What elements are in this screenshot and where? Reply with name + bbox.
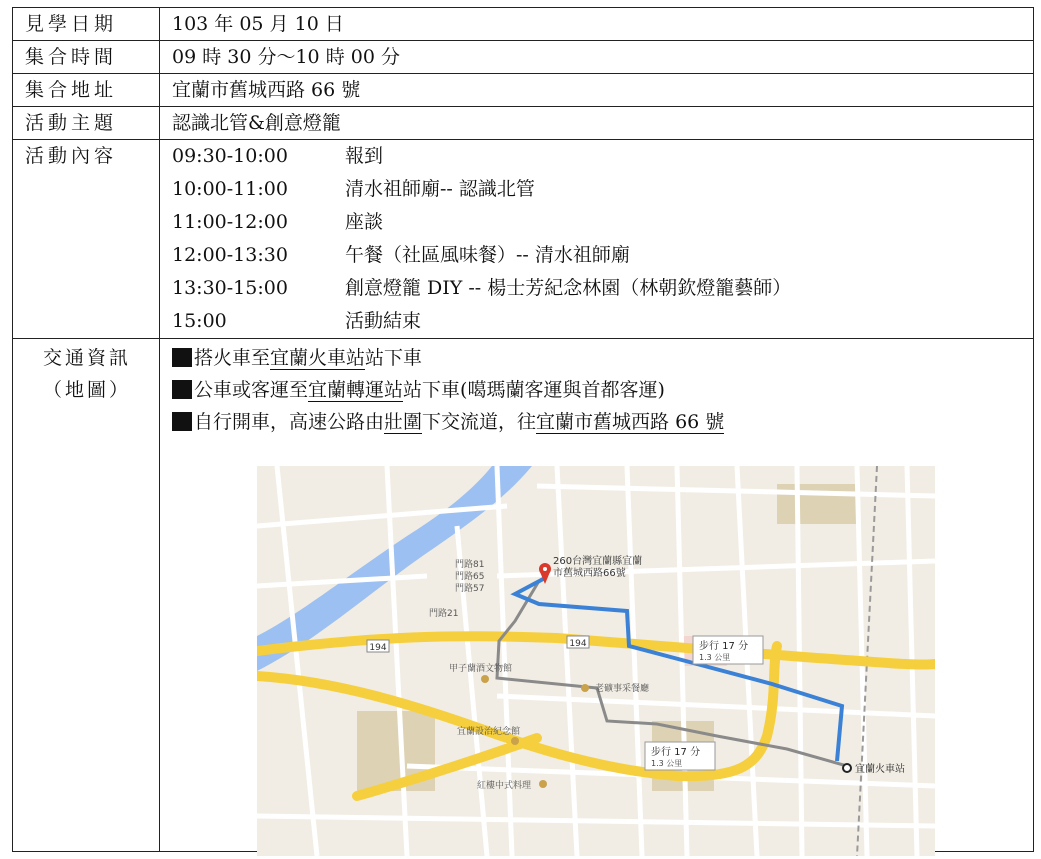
poi-label: 甲子蘭酒文物館: [449, 664, 513, 674]
destination-label: 市舊城西路66號: [553, 568, 626, 579]
schedule-time: 13:30-15:00: [172, 277, 288, 299]
place-row: [13, 74, 1034, 107]
transport-label-line1: 交通資訊: [42, 347, 131, 369]
highway-label: 194: [569, 639, 587, 649]
schedule-item: [172, 206, 1023, 239]
road-label: 門路65: [455, 572, 485, 582]
schedule-item: [172, 305, 1023, 338]
schedule-time: 15:00: [172, 310, 227, 332]
station-label: 宜蘭火車站: [855, 764, 905, 775]
time-row: [13, 41, 1034, 74]
svg-text:1.3 公里: 1.3 公里: [699, 653, 731, 662]
train-station-link: 宜蘭火車站: [270, 347, 366, 369]
schedule-item: [172, 272, 1023, 305]
poi-label: 紅樓中式料理: [477, 781, 532, 791]
schedule-time: 12:00-13:30: [172, 244, 288, 266]
schedule-time: 10:00-11:00: [172, 178, 288, 200]
station-marker-icon: [843, 764, 851, 772]
highway-label: 194: [369, 643, 387, 653]
svg-text:步行 17 分: 步行 17 分: [651, 747, 701, 758]
walk-info-box: [693, 636, 763, 664]
schedule-item: [172, 140, 1023, 173]
date-row: [13, 8, 1034, 41]
theme-value: 認識北管&創意燈籠: [160, 107, 1034, 140]
road-label: 門路21: [429, 609, 459, 619]
svg-text:1.3 公里: 1.3 公里: [651, 759, 683, 768]
schedule-desc: 活動結束: [345, 310, 422, 332]
content-label: 活動內容: [13, 140, 160, 339]
destination-address: 宜蘭市舊城西路 66 號: [536, 411, 725, 433]
bullet-square-icon: [172, 380, 192, 399]
theme-label: 活動主題: [13, 107, 160, 140]
route-map: [257, 466, 935, 856]
schedule-desc: 午餐（社區風味餐）-- 清水祖師廟: [345, 244, 630, 266]
exit-name: 壯圍: [384, 411, 423, 433]
walk-info-box: [645, 742, 715, 770]
road-label: 門路57: [455, 584, 485, 594]
schedule-list: [160, 140, 1034, 339]
schedule-desc: 創意燈籠 DIY -- 楊士芳紀念林園（林朝欽燈籠藝師）: [345, 277, 792, 299]
time-label: 集合時間: [13, 41, 160, 74]
bullet-square-icon: [172, 412, 192, 431]
schedule-desc: 報到: [345, 145, 384, 167]
bullet-square-icon: [172, 348, 192, 367]
svg-text:步行 17 分: 步行 17 分: [699, 641, 749, 652]
schedule-desc: 座談: [345, 211, 384, 233]
transport-car: 自行開車，高速公路由壯圍下交流道，往宜蘭市舊城西路 66 號: [172, 406, 1023, 438]
schedule-time: 09:30-10:00: [172, 145, 288, 167]
date-label: 見學日期: [13, 8, 160, 41]
transport-train: 搭火車至宜蘭火車站站下車: [172, 342, 1023, 374]
place-label: 集合地址: [13, 74, 160, 107]
theme-row: [13, 107, 1034, 140]
time-value: 09 時 30 分～10 時 00 分: [160, 41, 1034, 74]
date-value: 103 年 05 月 10 日: [160, 8, 1034, 41]
transport-label-line2: （地圖）: [42, 379, 131, 401]
poi-label: 宜蘭設治紀念館: [457, 727, 521, 737]
poi-label: 老礦事采餐廳: [595, 684, 650, 694]
transport-label: [13, 339, 160, 852]
schedule-time: 11:00-12:00: [172, 211, 288, 233]
schedule-item: [172, 239, 1023, 272]
place-value: 宜蘭市舊城西路 66 號: [160, 74, 1034, 107]
road-label: 門路81: [455, 560, 485, 570]
bus-terminal-link: 宜蘭轉運站: [308, 379, 404, 401]
schedule-item: [172, 173, 1023, 206]
transport-bus: 公車或客運至宜蘭轉運站站下車(噶瑪蘭客運與首都客運): [172, 374, 1023, 406]
schedule-desc: 清水祖師廟-- 認識北管: [345, 178, 535, 200]
content-row: [13, 140, 1034, 339]
destination-label: 260台灣宜蘭縣宜蘭: [553, 556, 643, 567]
